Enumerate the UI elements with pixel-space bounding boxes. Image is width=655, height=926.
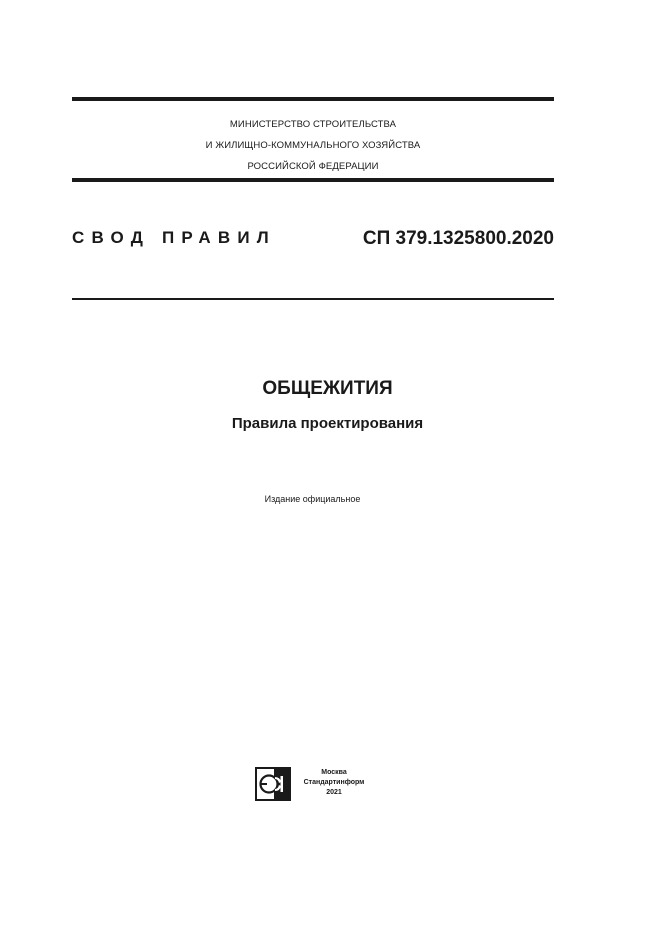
ministry-block [72,114,554,177]
ministry-line-1: МИНИСТЕРСТВО СТРОИТЕЛЬСТВА [229,119,397,130]
publisher-name: Стандартинформ [303,779,365,786]
document-code: СП 379.1325800.2020 [362,228,554,249]
edition-label: Издание официальное [264,494,361,504]
document-title: ОБЩЕЖИТИЯ [262,378,393,399]
standartinform-logo-icon [255,767,291,801]
header-bottom-rule [72,298,554,300]
document-code-row [72,228,554,256]
ministry-line-3: РОССИЙСКОЙ ФЕДЕРАЦИИ [247,161,379,172]
ministry-bottom-rule [72,178,554,182]
document-subtitle: Правила проектирования [231,415,424,432]
publisher-block [294,768,374,798]
document-type: СВОД ПРАВИЛ [72,228,276,247]
top-rule [72,97,554,101]
publisher-city: Москва [321,769,347,776]
publisher-year: 2021 [326,789,342,796]
ministry-line-2: И ЖИЛИЩНО-КОММУНАЛЬНОГО ХОЗЯЙСТВА [205,140,421,151]
